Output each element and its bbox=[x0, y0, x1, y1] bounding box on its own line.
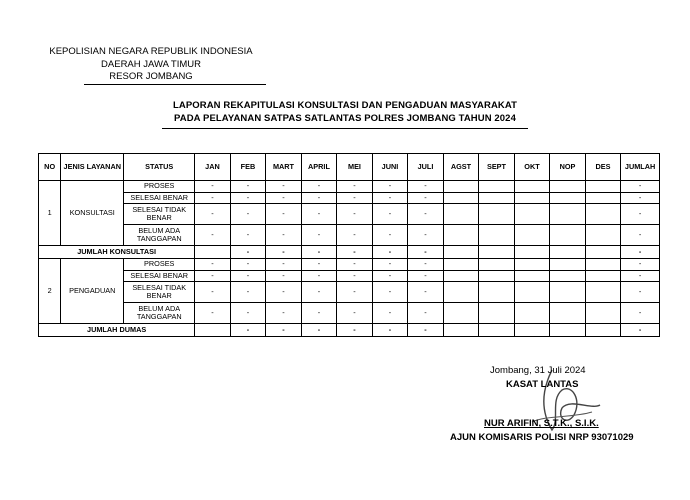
total-value-cell: - bbox=[301, 324, 337, 337]
value-cell: - bbox=[408, 259, 444, 271]
total-value-cell bbox=[195, 324, 231, 337]
column-header: JULI bbox=[408, 154, 444, 181]
column-header: FEB bbox=[230, 154, 266, 181]
value-cell: - bbox=[195, 204, 231, 225]
table-row bbox=[39, 259, 660, 271]
total-row bbox=[39, 246, 660, 259]
value-cell bbox=[550, 259, 586, 271]
total-value-cell: - bbox=[230, 246, 266, 259]
value-cell bbox=[514, 282, 550, 303]
value-cell bbox=[514, 270, 550, 282]
report-title-line-2: PADA PELAYANAN SATPAS SATLANTAS POLRES JOMBANG TAHUN 2024 bbox=[174, 113, 516, 124]
value-cell: - bbox=[372, 259, 408, 271]
total-value-cell bbox=[550, 246, 586, 259]
value-cell: - bbox=[230, 192, 266, 204]
value-cell bbox=[514, 303, 550, 324]
table-header-row bbox=[39, 154, 660, 181]
value-cell: - bbox=[230, 282, 266, 303]
value-cell: - bbox=[266, 204, 302, 225]
value-cell: - bbox=[337, 259, 373, 271]
value-cell bbox=[443, 282, 479, 303]
value-cell: - bbox=[408, 225, 444, 246]
value-cell: - bbox=[337, 303, 373, 324]
value-cell: - bbox=[621, 181, 660, 193]
total-value-cell bbox=[585, 324, 621, 337]
value-cell bbox=[514, 204, 550, 225]
value-cell bbox=[585, 181, 621, 193]
value-cell: - bbox=[408, 303, 444, 324]
total-value-cell: - bbox=[372, 246, 408, 259]
total-value-cell bbox=[443, 324, 479, 337]
value-cell bbox=[479, 259, 515, 271]
value-cell: - bbox=[266, 303, 302, 324]
service-type: KONSULTASI bbox=[61, 181, 124, 246]
value-cell bbox=[550, 270, 586, 282]
value-cell: - bbox=[301, 181, 337, 193]
value-cell: - bbox=[195, 259, 231, 271]
column-header: MART bbox=[266, 154, 302, 181]
total-value-cell: - bbox=[372, 324, 408, 337]
column-header: JENIS LAYANAN bbox=[61, 154, 124, 181]
signer-position: KASAT LANTAS bbox=[506, 379, 579, 390]
row-number: 2 bbox=[39, 259, 61, 324]
column-header: STATUS bbox=[124, 154, 195, 181]
total-value-cell: - bbox=[266, 246, 302, 259]
value-cell bbox=[479, 303, 515, 324]
total-value-cell: - bbox=[337, 324, 373, 337]
value-cell: - bbox=[266, 259, 302, 271]
total-label: JUMLAH DUMAS bbox=[39, 324, 195, 337]
table-row bbox=[39, 270, 660, 282]
table-row bbox=[39, 282, 660, 303]
value-cell: - bbox=[372, 303, 408, 324]
value-cell: - bbox=[195, 181, 231, 193]
total-value-cell bbox=[479, 324, 515, 337]
value-cell: - bbox=[266, 282, 302, 303]
total-label: JUMLAH KONSULTASI bbox=[39, 246, 195, 259]
value-cell: - bbox=[408, 192, 444, 204]
column-header: JAN bbox=[195, 154, 231, 181]
value-cell bbox=[585, 282, 621, 303]
header-line-3: RESOR JOMBANG bbox=[109, 71, 193, 82]
value-cell: - bbox=[337, 181, 373, 193]
total-value-cell: - bbox=[408, 246, 444, 259]
value-cell: - bbox=[301, 225, 337, 246]
value-cell bbox=[479, 282, 515, 303]
column-header: JUMLAH bbox=[621, 154, 660, 181]
report-title-line-1: LAPORAN REKAPITULASI KONSULTASI DAN PENGADUAN MASYARAKAT bbox=[172, 100, 518, 111]
column-header: APRIL bbox=[301, 154, 337, 181]
value-cell: - bbox=[337, 192, 373, 204]
value-cell bbox=[479, 192, 515, 204]
column-header: NOP bbox=[550, 154, 586, 181]
value-cell: - bbox=[372, 181, 408, 193]
value-cell: - bbox=[337, 282, 373, 303]
place-date: Jombang, 31 Juli 2024 bbox=[490, 365, 586, 376]
status-cell: PROSES bbox=[124, 181, 195, 193]
value-cell bbox=[514, 181, 550, 193]
status-cell: BELUM ADA TANGGAPAN bbox=[124, 303, 195, 324]
value-cell bbox=[550, 303, 586, 324]
value-cell bbox=[585, 192, 621, 204]
value-cell: - bbox=[266, 192, 302, 204]
value-cell bbox=[514, 225, 550, 246]
value-cell bbox=[443, 259, 479, 271]
value-cell bbox=[585, 303, 621, 324]
status-cell: SELESAI BENAR bbox=[124, 192, 195, 204]
value-cell: - bbox=[195, 225, 231, 246]
status-cell: SELESAI TIDAK BENAR bbox=[124, 282, 195, 303]
value-cell: - bbox=[621, 303, 660, 324]
value-cell: - bbox=[266, 270, 302, 282]
column-header: MEI bbox=[337, 154, 373, 181]
value-cell bbox=[550, 225, 586, 246]
column-header: OKT bbox=[514, 154, 550, 181]
value-cell bbox=[585, 270, 621, 282]
value-cell: - bbox=[337, 225, 373, 246]
value-cell: - bbox=[408, 204, 444, 225]
value-cell: - bbox=[301, 204, 337, 225]
total-row bbox=[39, 324, 660, 337]
value-cell bbox=[585, 225, 621, 246]
value-cell bbox=[514, 192, 550, 204]
value-cell bbox=[443, 303, 479, 324]
value-cell: - bbox=[621, 192, 660, 204]
value-cell bbox=[479, 204, 515, 225]
column-header: NO bbox=[39, 154, 61, 181]
value-cell bbox=[514, 259, 550, 271]
signer-rank: AJUN KOMISARIS POLISI NRP 93071029 bbox=[450, 432, 634, 443]
value-cell bbox=[443, 181, 479, 193]
value-cell: - bbox=[408, 181, 444, 193]
column-header: DES bbox=[585, 154, 621, 181]
value-cell: - bbox=[195, 270, 231, 282]
value-cell: - bbox=[301, 282, 337, 303]
table-row bbox=[39, 225, 660, 246]
value-cell: - bbox=[372, 282, 408, 303]
value-cell bbox=[443, 204, 479, 225]
value-cell bbox=[585, 259, 621, 271]
total-value-cell bbox=[550, 324, 586, 337]
value-cell: - bbox=[621, 259, 660, 271]
recap-table bbox=[38, 153, 660, 337]
signer-name: NUR ARIFIN, S.T.K., S.I.K. bbox=[484, 418, 599, 429]
value-cell: - bbox=[337, 204, 373, 225]
status-cell: SELESAI BENAR bbox=[124, 270, 195, 282]
total-value-cell: - bbox=[230, 324, 266, 337]
value-cell: - bbox=[195, 192, 231, 204]
total-value-cell bbox=[514, 246, 550, 259]
value-cell bbox=[479, 181, 515, 193]
report-title bbox=[0, 99, 690, 125]
value-cell: - bbox=[621, 270, 660, 282]
value-cell: - bbox=[230, 303, 266, 324]
value-cell: - bbox=[266, 181, 302, 193]
value-cell: - bbox=[301, 270, 337, 282]
value-cell: - bbox=[301, 192, 337, 204]
total-value-cell: - bbox=[266, 324, 302, 337]
value-cell: - bbox=[195, 303, 231, 324]
value-cell bbox=[550, 282, 586, 303]
column-header: JUNI bbox=[372, 154, 408, 181]
total-value-cell: - bbox=[408, 324, 444, 337]
value-cell: - bbox=[372, 204, 408, 225]
value-cell bbox=[443, 225, 479, 246]
total-value-cell bbox=[479, 246, 515, 259]
value-cell: - bbox=[301, 303, 337, 324]
column-header: AGST bbox=[443, 154, 479, 181]
table-row bbox=[39, 303, 660, 324]
table-row bbox=[39, 204, 660, 225]
total-value-cell bbox=[443, 246, 479, 259]
value-cell: - bbox=[230, 270, 266, 282]
value-cell: - bbox=[337, 270, 373, 282]
value-cell bbox=[585, 204, 621, 225]
value-cell bbox=[550, 192, 586, 204]
column-header: SEPT bbox=[479, 154, 515, 181]
row-number: 1 bbox=[39, 181, 61, 246]
value-cell bbox=[479, 225, 515, 246]
value-cell: - bbox=[372, 225, 408, 246]
institution-header bbox=[40, 46, 262, 84]
service-type: PENGADUAN bbox=[61, 259, 124, 324]
total-value-cell: - bbox=[621, 324, 660, 337]
value-cell bbox=[479, 270, 515, 282]
value-cell: - bbox=[230, 225, 266, 246]
total-value-cell bbox=[195, 246, 231, 259]
header-line-2: DAERAH JAWA TIMUR bbox=[101, 58, 201, 70]
value-cell: - bbox=[230, 259, 266, 271]
table-row bbox=[39, 192, 660, 204]
value-cell: - bbox=[372, 270, 408, 282]
total-value-cell bbox=[585, 246, 621, 259]
header-divider bbox=[84, 84, 266, 85]
value-cell bbox=[443, 192, 479, 204]
status-cell: PROSES bbox=[124, 259, 195, 271]
value-cell: - bbox=[230, 181, 266, 193]
value-cell bbox=[443, 270, 479, 282]
header-line-1: KEPOLISIAN NEGARA REPUBLIK INDONESIA bbox=[49, 46, 253, 57]
value-cell bbox=[550, 204, 586, 225]
table-row bbox=[39, 181, 660, 193]
total-value-cell: - bbox=[621, 246, 660, 259]
value-cell bbox=[550, 181, 586, 193]
value-cell: - bbox=[621, 204, 660, 225]
status-cell: SELESAI TIDAK BENAR bbox=[124, 204, 195, 225]
value-cell: - bbox=[301, 259, 337, 271]
value-cell: - bbox=[621, 282, 660, 303]
value-cell: - bbox=[408, 270, 444, 282]
total-value-cell: - bbox=[337, 246, 373, 259]
value-cell: - bbox=[195, 282, 231, 303]
value-cell: - bbox=[621, 225, 660, 246]
value-cell: - bbox=[230, 204, 266, 225]
value-cell: - bbox=[408, 282, 444, 303]
title-underline bbox=[162, 128, 528, 129]
value-cell: - bbox=[372, 192, 408, 204]
total-value-cell: - bbox=[301, 246, 337, 259]
total-value-cell bbox=[514, 324, 550, 337]
value-cell: - bbox=[266, 225, 302, 246]
status-cell: BELUM ADA TANGGAPAN bbox=[124, 225, 195, 246]
